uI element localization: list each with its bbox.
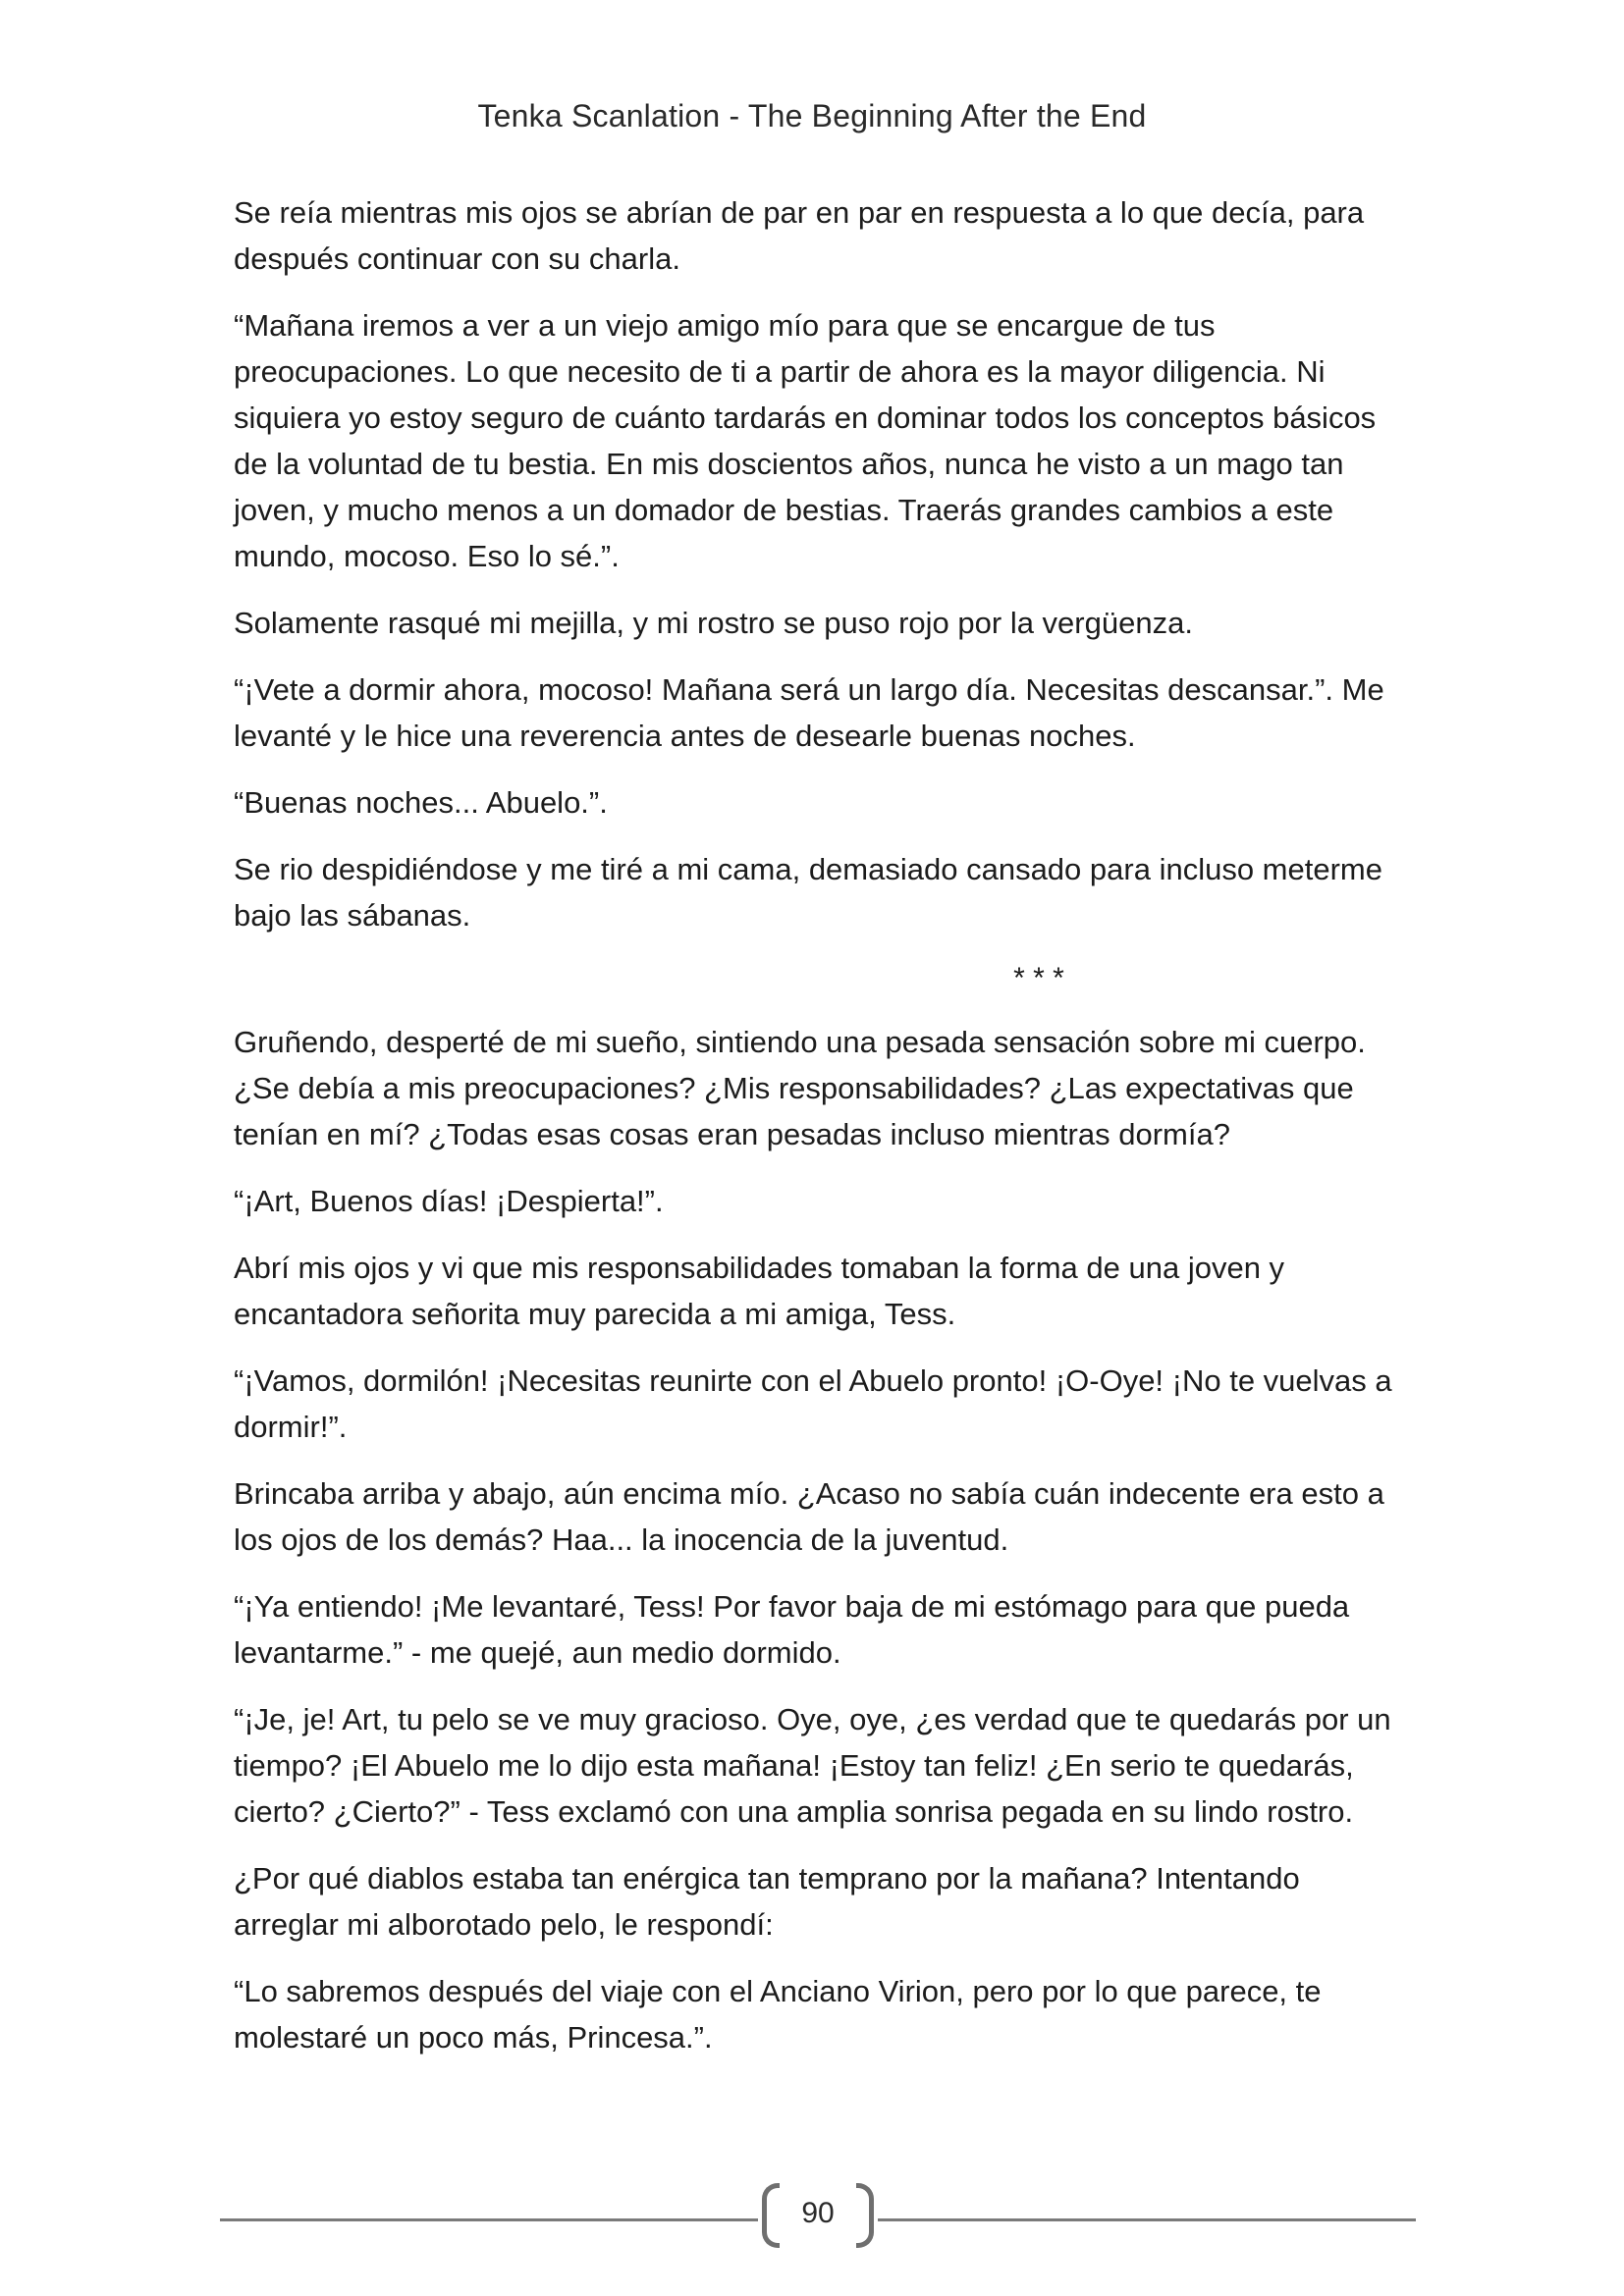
footer-rule-left: [220, 2218, 758, 2221]
paragraph: ¿Por qué diablos estaba tan enérgica tan temprano por la mañana? Intentando arreglar mi alborotado pelo, le respondí:: [234, 1861, 1300, 1942]
right-bracket-icon: [856, 2183, 874, 2248]
running-header: Tenka Scanlation - The Beginning After the End: [477, 98, 1147, 133]
paragraph: Brincaba arriba y abajo, aún encima mío. ¿Acaso no sabía cuán indecente era esto a los ojos de los demás? Haa... la inocencia de la juventud.: [234, 1476, 1384, 1557]
page-number: 90: [801, 2197, 835, 2229]
paragraph: “¡Je, je! Art, tu pelo se ve muy gracioso. Oye, oye, ¿es verdad que te quedarás por un tiempo? ¡El Abuelo me lo dijo esta mañana! ¡Estoy tan feliz! ¿En serio te quedarás, cierto? ¿Cierto?” - Tess exclamó con una amplia sonrisa pegada en su lindo rostro.: [234, 1702, 1391, 1829]
left-bracket-icon: [762, 2183, 780, 2248]
paragraph: Abrí mis ojos y vi que mis responsabilidades tomaban la forma de una joven y encantadora señorita muy parecida a mi amiga, Tess.: [234, 1251, 1285, 1331]
footer-rule-right: [878, 2218, 1416, 2221]
page-footer: [220, 2183, 1416, 2256]
scene-break: * * *: [1013, 962, 1064, 994]
paragraph: “¡Vete a dormir ahora, mocoso! Mañana será un largo día. Necesitas descansar.”. Me levanté y le hice una reverencia antes de desearle buenas noches.: [234, 672, 1384, 753]
paragraph: Solamente rasqué mi mejilla, y mi rostro se puso rojo por la vergüenza.: [234, 606, 1193, 640]
paragraph: Gruñendo, desperté de mi sueño, sintiendo una pesada sensación sobre mi cuerpo. ¿Se debía a mis preocupaciones? ¿Mis responsabilidades? ¿Las expectativas que tenían en mí? ¿Todas esas cosas eran pesadas incluso mientras dormía?: [234, 1025, 1366, 1151]
paragraph: “¡Ya entiendo! ¡Me levantaré, Tess! Por favor baja de mi estómago para que pueda levantarme.” - me quejé, aun medio dormido.: [234, 1589, 1350, 1670]
paragraph: Se reía mientras mis ojos se abrían de par en par en respuesta a lo que decía, para después continuar con su charla.: [234, 195, 1365, 276]
paragraph: “Mañana iremos a ver a un viejo amigo mío para que se encargue de tus preocupaciones. Lo que necesito de ti a partir de ahora es la mayor diligencia. Ni siquiera yo estoy seguro de cuánto tardarás en dominar todos los conceptos básicos de la voluntad de tu bestia. En mis doscientos años, nunca he visto a un mago tan joven, y mucho menos a un domador de bestias. Traerás grandes cambios a este mundo, mocoso. Eso lo sé.”.: [234, 308, 1377, 573]
paragraph: “¡Vamos, dormilón! ¡Necesitas reunirte con el Abuelo pronto! ¡O-Oye! ¡No te vuelvas a dormir!”.: [234, 1363, 1392, 1444]
paragraph: “Lo sabremos después del viaje con el Anciano Virion, pero por lo que parece, te molestaré un poco más, Princesa.”.: [234, 1974, 1322, 2055]
page-body: [234, 189, 1402, 2081]
paragraph: “Buenas noches... Abuelo.”.: [234, 785, 608, 820]
paragraph: “¡Art, Buenos días! ¡Despierta!”.: [234, 1184, 664, 1218]
paragraph: Se rio despidiéndose y me tiré a mi cama, demasiado cansado para incluso meterme bajo las sábanas.: [234, 852, 1382, 933]
